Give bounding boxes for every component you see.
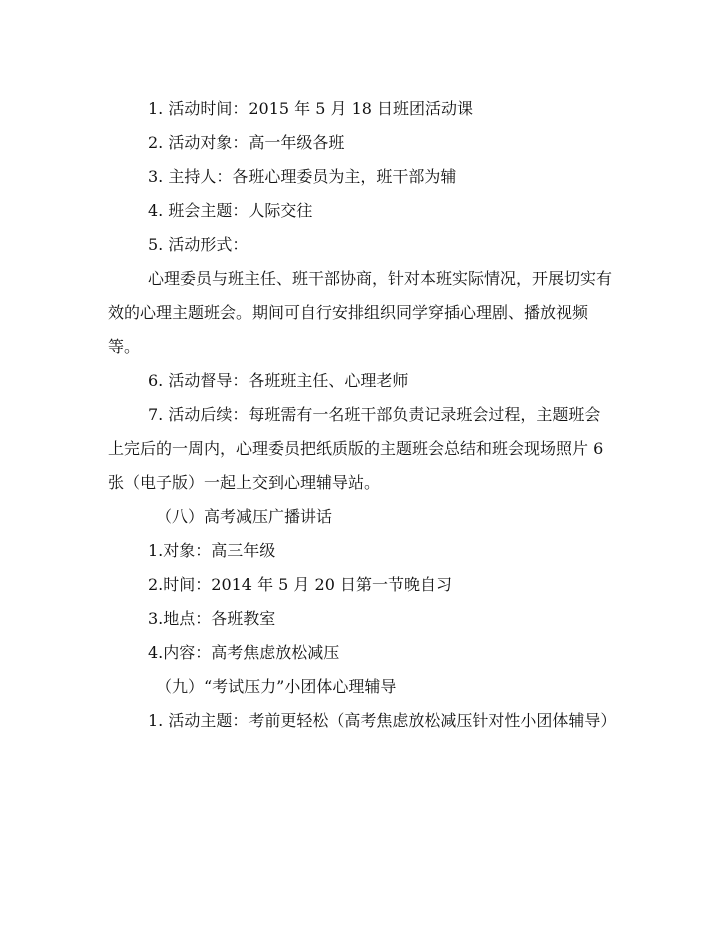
paragraph-activity-target: 2. 活动对象：高一年级各班 — [148, 133, 345, 152]
paragraph-group-theme: 1. 活动主题：考前更轻松（高考焦虑放松减压针对性小团体辅导） — [148, 711, 617, 730]
section-heading-eight: （八）高考减压广播讲话 — [156, 507, 333, 526]
section-heading-nine: （九）“考试压力”小团体心理辅导 — [156, 677, 397, 696]
document-body — [108, 92, 617, 738]
paragraph-supervision: 6. 活动督导：各班班主任、心理老师 — [148, 371, 409, 390]
paragraph-activity-time: 1. 活动时间：2015 年 5 月 18 日班团活动课 — [148, 99, 474, 118]
paragraph-follow-up: 7. 活动后续：每班需有一名班干部负责记录班会过程，主题班会上完后的一周内，心理委员把纸质版的主题班会总结和班会现场照片 6 张（电子版）一起上交到心理辅导站。 — [108, 405, 604, 492]
paragraph-broadcast-time: 2.时间：2014 年 5 月 20 日第一节晚自习 — [148, 575, 452, 594]
paragraph-host: 3. 主持人：各班心理委员为主，班干部为辅 — [148, 167, 457, 186]
paragraph-activity-form: 5. 活动形式： — [148, 235, 249, 254]
paragraph-form-description: 心理委员与班主任、班干部协商，针对本班实际情况，开展切实有效的心理主题班会。期间可自行安排组织同学穿插心理剧、播放视频等。 — [108, 269, 613, 356]
paragraph-broadcast-content: 4.内容：高考焦虑放松减压 — [148, 643, 340, 662]
paragraph-theme: 4. 班会主题：人际交往 — [148, 201, 313, 220]
paragraph-broadcast-location: 3.地点：各班教室 — [148, 609, 276, 628]
paragraph-broadcast-target: 1.对象：高三年级 — [148, 541, 276, 560]
